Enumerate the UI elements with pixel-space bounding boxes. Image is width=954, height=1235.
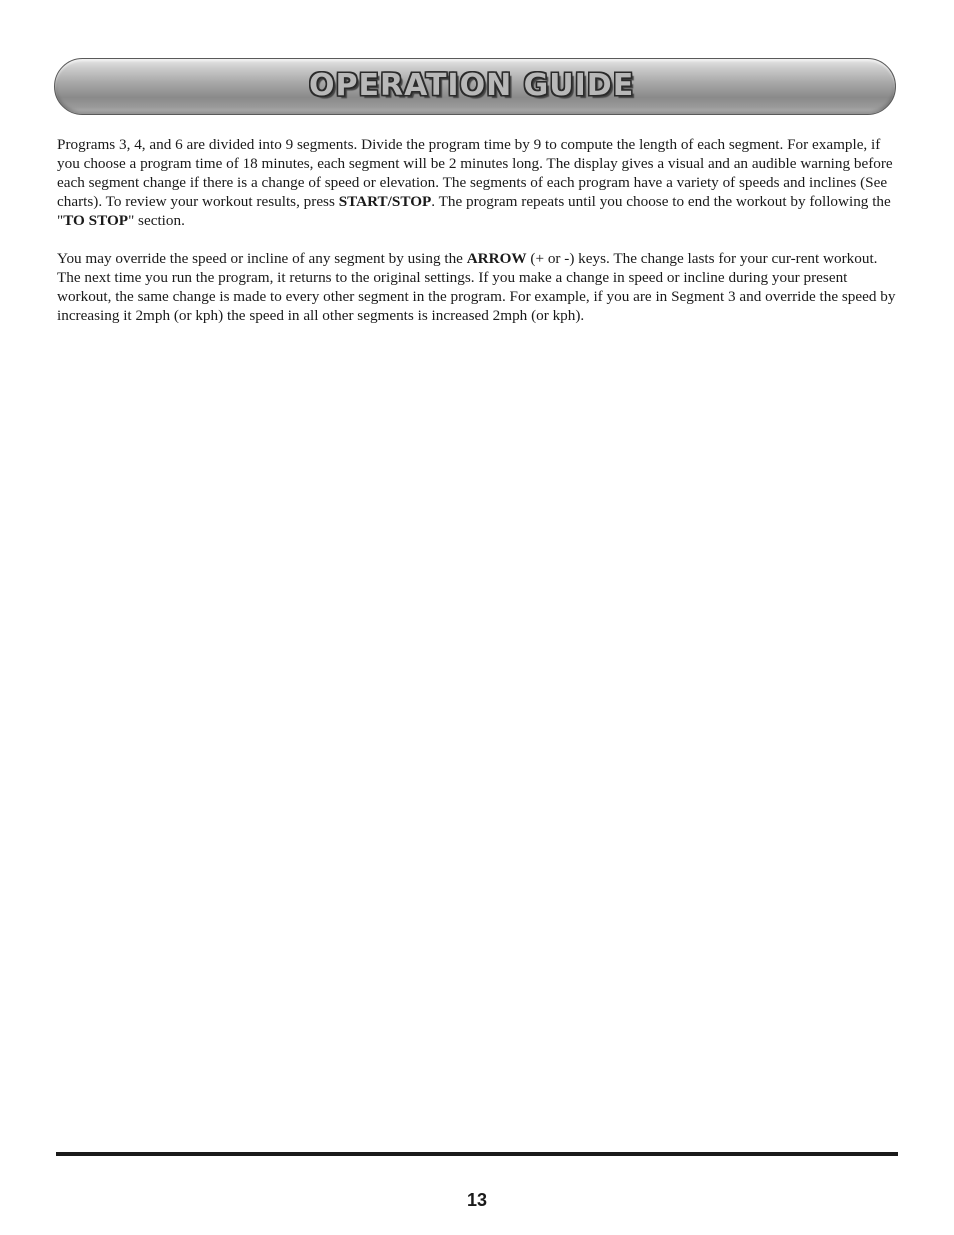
p2-text-2: (+ or -) keys. The change lasts for your cur-rent workout. The next time you run the program, it returns to the original settings. If you make a change in speed or incline during your present workout, the same change is made to every other segment in the program. For example, if you are in Segment 3 and override the speed by increasing it 2mph (or kph) the speed in all other segments is increased 2mph (or kph). [57, 250, 896, 324]
p1-text-2: . The program repeats until you choose to end the workout by following the " [57, 193, 891, 229]
paragraph-override [57, 249, 897, 325]
start-stop-key-label: START/STOP [338, 193, 432, 210]
p1-text-1: Programs 3, 4, and 6 are divided into 9 segments. Divide the program time by 9 to compute the length of each segment. For example, if you choose a program time of 18 minutes, each segment will be 2 minutes long. The display gives a visual and an audible warning before each segment change if there is a change of speed or elevation. The segments of each program have a variety of speeds and inclines (See charts). To review your workout results, press [57, 136, 893, 210]
footer-divider [56, 1152, 898, 1156]
p1-text-3: " section. [128, 212, 185, 229]
header-banner [54, 58, 896, 115]
p2-text-1: You may override the speed or incline of any segment by using the [57, 250, 467, 267]
main-content [57, 135, 897, 344]
page-title: OPERATION GUIDE [309, 68, 635, 103]
to-stop-section-label: TO STOP [63, 212, 129, 229]
paragraph-segments [57, 135, 897, 230]
arrow-key-label: ARROW [466, 250, 527, 267]
page-number: 13 [466, 1190, 488, 1210]
